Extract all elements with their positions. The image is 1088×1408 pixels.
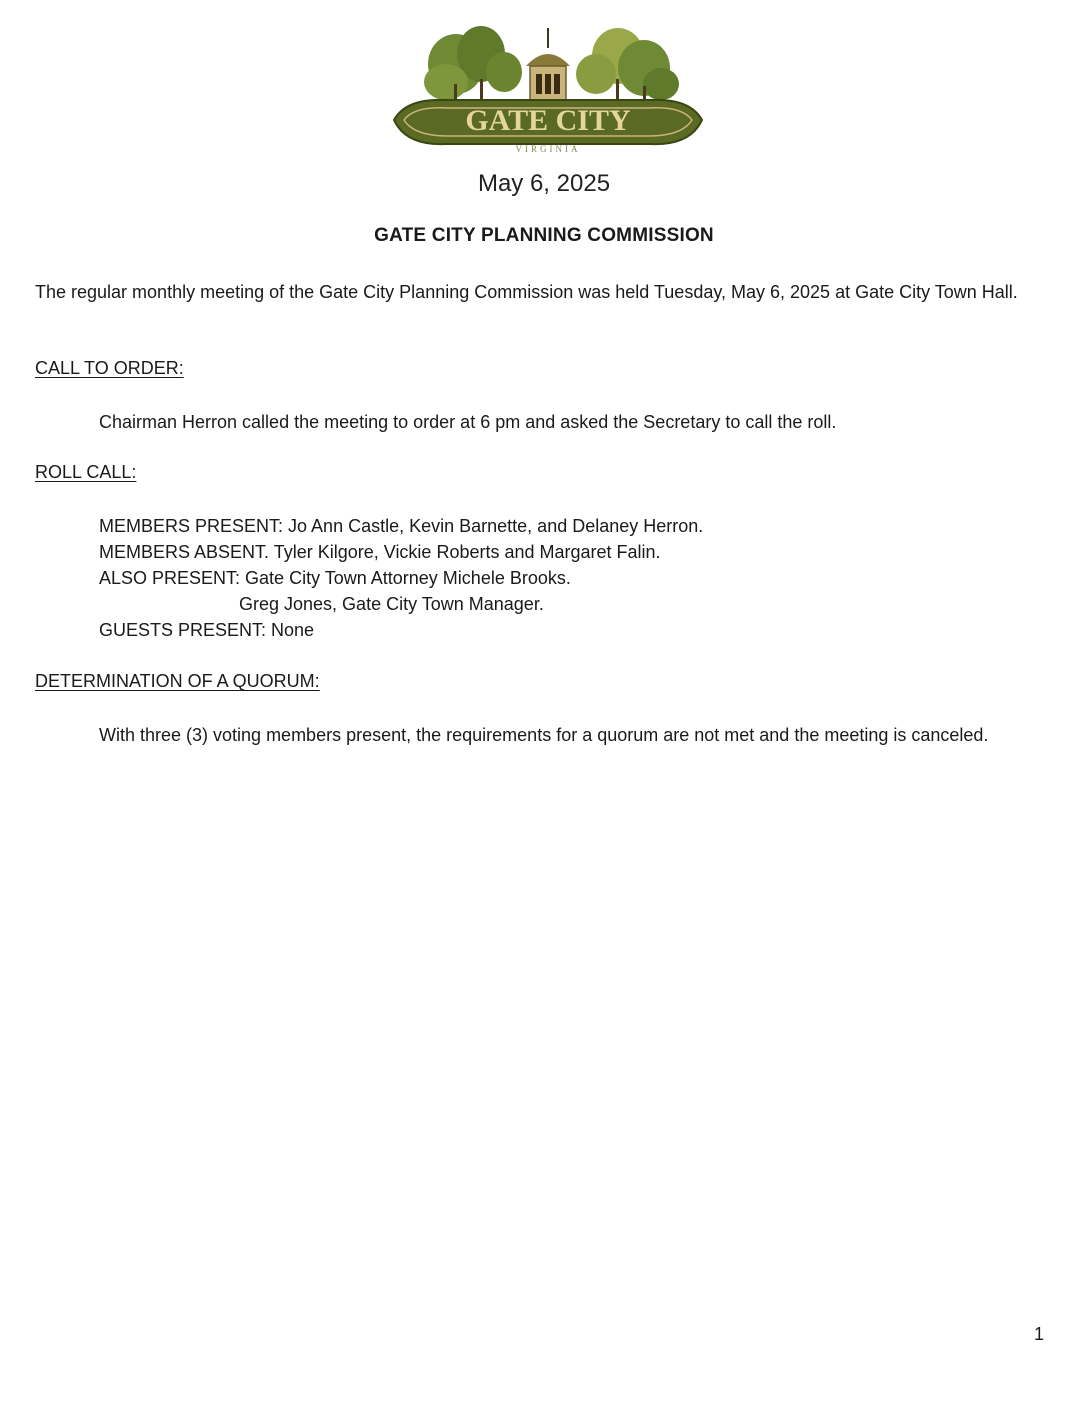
gazebo-graphic [526,28,570,102]
page-number: 1 [1033,1324,1044,1344]
logo-wordmark: GATE CITY [465,104,631,137]
members-absent-line: MEMBERS ABSENT. Tyler Kilgore, Vickie Roberts and Margaret Falin. [99,542,661,562]
call-to-order-text: Chairman Herron called the meeting to order at 6 pm and asked the Secretary to call the roll. [99,412,837,432]
document-title: GATE CITY PLANNING COMMISSION [374,225,714,246]
also-present-line: ALSO PRESENT: Gate City Town Attorney Michele Brooks. [99,568,571,588]
guests-present-line: GUESTS PRESENT: None [99,620,315,640]
quorum-heading: DETERMINATION OF A QUORUM: [35,671,320,691]
intro-paragraph: The regular monthly meeting of the Gate City Planning Commission was held Tuesday, May 6, 2025 at Gate City Town Hall. [35,282,1018,302]
members-present-line: MEMBERS PRESENT: Jo Ann Castle, Kevin Barnette, and Delaney Herron. [99,516,704,536]
call-to-order-heading: CALL TO ORDER: [35,358,184,378]
gate-city-logo [386,24,710,158]
logo-subtitle: VIRGINIA [515,144,581,154]
also-present-continued-line: Greg Jones, Gate City Town Manager. [239,594,544,614]
quorum-text: With three (3) voting members present, the requirements for a quorum are not met and the meeting is canceled. [99,725,989,745]
roll-call-list [99,513,703,643]
meeting-date: May 6, 2025 [477,170,611,197]
roll-call-heading: ROLL CALL: [35,462,137,482]
